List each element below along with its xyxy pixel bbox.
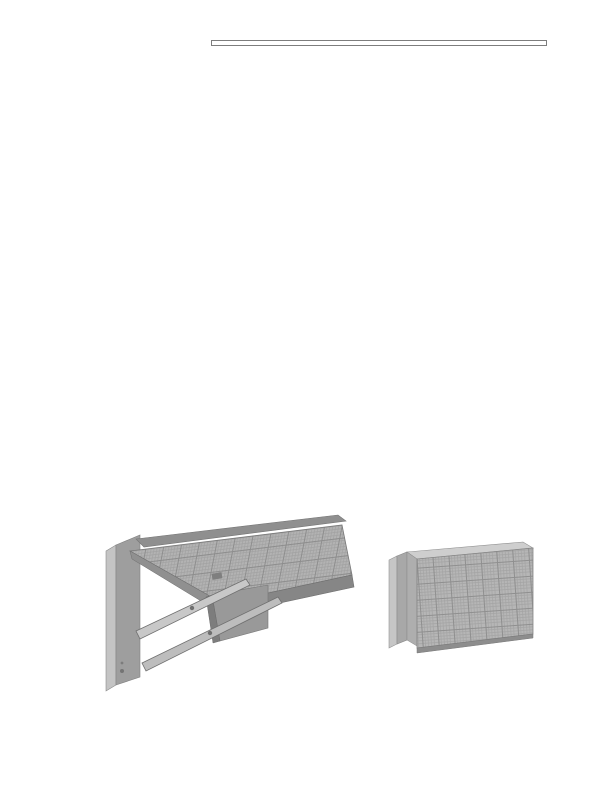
under-support-panel [206, 585, 268, 643]
product-detail-content [0, 30, 612, 52]
desk-working-position-illustration [100, 513, 362, 703]
back-rail [136, 515, 346, 547]
folded-desk-slab [407, 542, 533, 653]
wall-panel [389, 552, 407, 648]
size-table-block [211, 40, 612, 46]
wall-panel [106, 535, 140, 691]
desk-folded-position-illustration [383, 538, 545, 666]
folding-support-arms [136, 572, 282, 671]
desk-top-surface [130, 525, 354, 615]
size-table [211, 40, 547, 46]
